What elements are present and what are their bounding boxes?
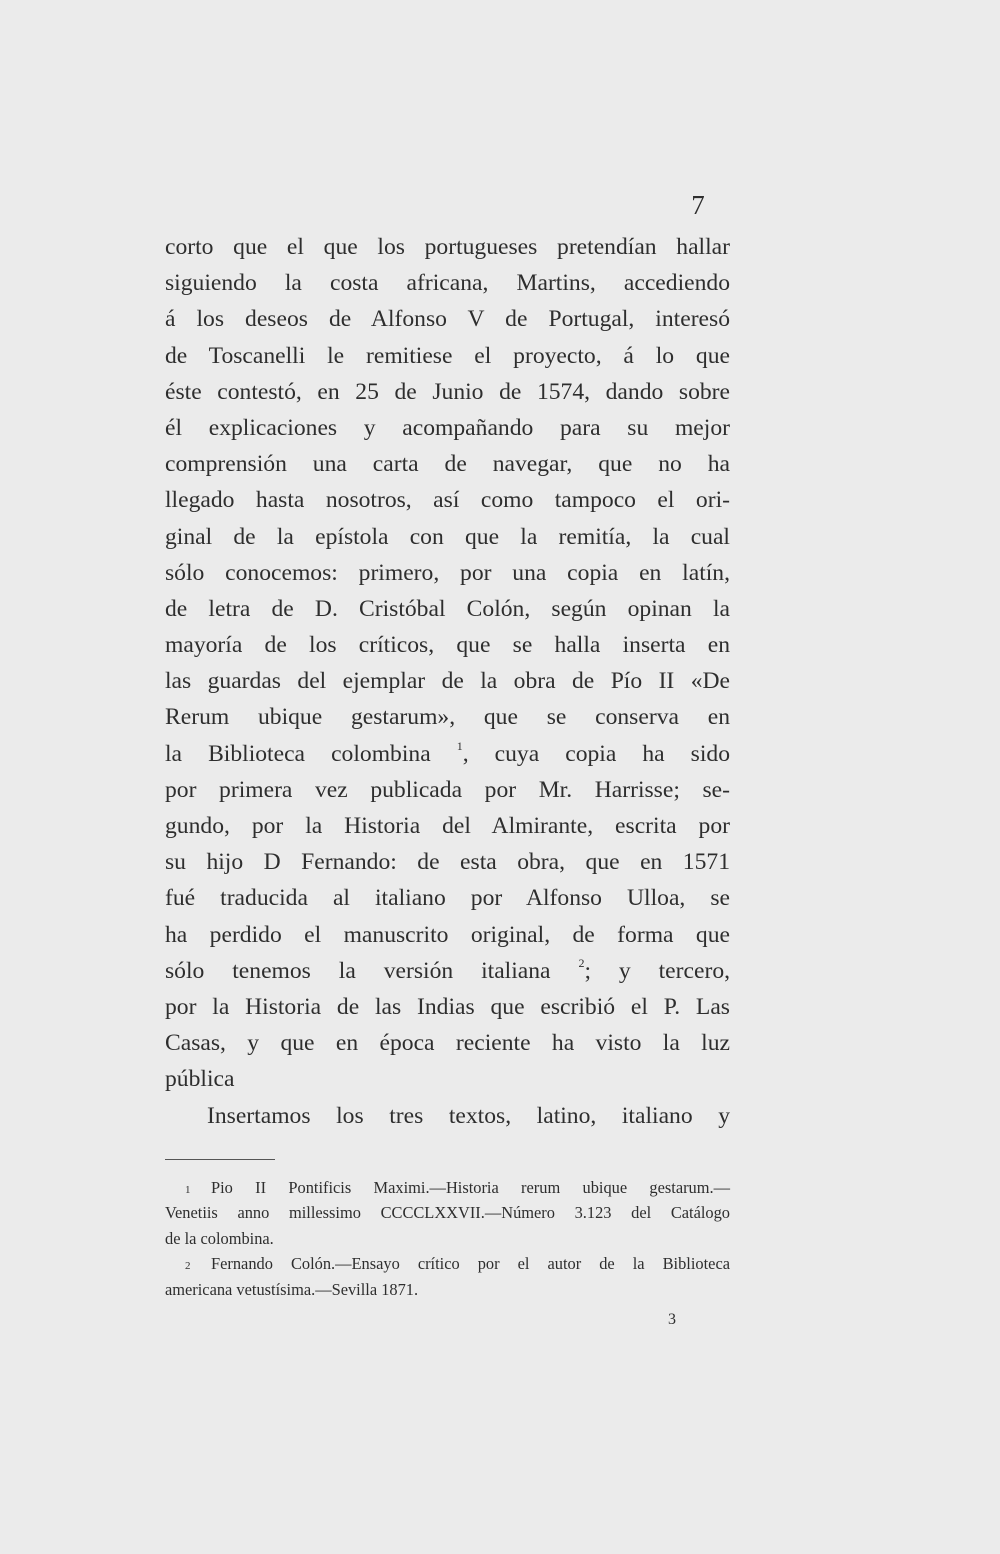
body-line-segment: sólo tenemos la versión italiana: [165, 957, 551, 984]
body-line-with-footnote-ref: [165, 736, 730, 772]
body-text: [165, 229, 730, 1134]
footnote-reference-2: 2: [578, 955, 585, 970]
body-line: siguiendo la costa africana, Martins, accediendo: [165, 270, 730, 297]
body-line-paragraph-start: Insertamos los tres textos, latino, italiano y: [207, 1102, 730, 1129]
body-line: comprensión una carta de navegar, que no ha: [165, 451, 730, 478]
body-line-segment: ; y tercero,: [584, 957, 731, 984]
body-line: corto que el que los portugueses pretendían hallar: [165, 234, 730, 260]
body-line: las guardas del ejemplar de la obra de Pío II «De: [165, 668, 730, 695]
footnote-1-line: de la colombina.: [165, 1228, 274, 1248]
body-line: á los deseos de Alfonso V de Portugal, interesó: [165, 306, 730, 333]
page-number: 7: [691, 190, 705, 220]
body-line: por primera vez publicada por Mr. Harrisse; se-: [165, 776, 730, 803]
footnotes: [165, 1175, 730, 1302]
body-line: gundo, por la Historia del Almirante, escrita por: [165, 813, 730, 839]
body-line: Casas, y que en época reciente ha visto la luz: [165, 1030, 730, 1057]
body-line: por la Historia de las Indias que escribió el P. Las: [165, 993, 730, 1020]
footnote-separator: [165, 1159, 275, 1160]
body-line: de letra de D. Cristóbal Colón, según opinan la: [165, 595, 730, 622]
body-line: mayoría de los críticos, que se halla inserta en: [165, 632, 730, 659]
footnote-marker-1: 1: [185, 1184, 191, 1196]
footnote-reference-1: 1: [456, 738, 463, 753]
body-line: ha perdido el manuscrito original, de forma que: [165, 921, 730, 948]
footnote-text: Fernando Colón.—Ensayo crítico por el autor de la Biblioteca: [211, 1254, 730, 1274]
body-line-segment: , cuya copia ha sido: [462, 740, 730, 767]
body-line: Rerum ubique gestarum», que se conserva en: [165, 704, 730, 731]
body-line-with-footnote-ref: [165, 953, 730, 989]
signature-mark: 3: [668, 1311, 676, 1328]
body-line: llegado hasta nosotros, así como tampoco el ori-: [165, 487, 730, 514]
body-line: sólo conocemos: primero, por una copia en latín,: [165, 559, 730, 586]
body-line: de Toscanelli le remitiese el proyecto, á lo que: [165, 342, 730, 369]
footnote-text: Pio II Pontificis Maximi.—Historia rerum ubique gestarum.—: [211, 1178, 730, 1197]
body-line: ginal de la epístola con que la remitía, la cual: [165, 523, 730, 550]
footnote-marker-2: 2: [185, 1260, 191, 1273]
body-line: éste contestó, en 25 de Junio de 1574, dando sobre: [165, 378, 730, 405]
body-line: él explicaciones y acompañando para su mejor: [165, 414, 730, 441]
body-line: su hijo D Fernando: de esta obra, que en 1571: [165, 849, 730, 876]
footnote-1-line: [165, 1175, 730, 1200]
body-line: pública: [165, 1066, 235, 1093]
footnote-1-line: Venetiis anno millessimo CCCCLXXVII.—Número 3.123 del Catálogo: [165, 1203, 730, 1223]
footnote-2-line: [165, 1251, 730, 1276]
footnote-2-line: americana vetustísima.—Sevilla 1871.: [165, 1279, 419, 1299]
body-line: fué traducida al italiano por Alfonso Ulloa, se: [165, 885, 730, 912]
body-line-segment: la Biblioteca colombina: [165, 740, 431, 767]
